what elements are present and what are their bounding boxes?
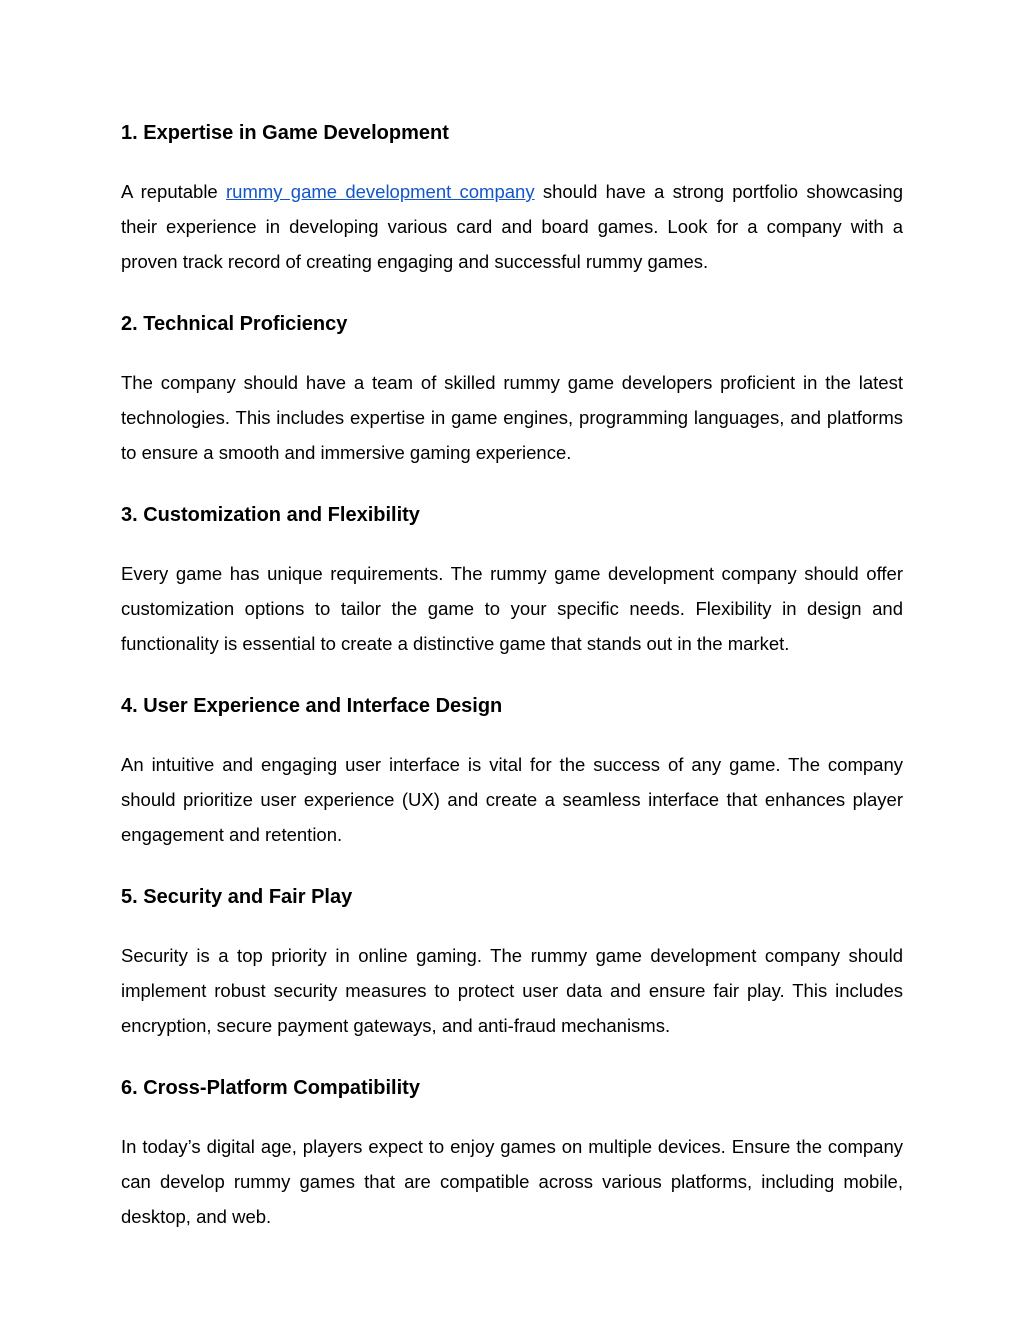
section-body-customization: Every game has unique requirements. The rummy game development company should offer customization options to tailor the game to your specific needs. Flexibility in design and functionality is essential to create a distinctive game that stands out in the market.	[121, 563, 903, 654]
section-body-expertise	[121, 174, 903, 279]
section-heading-user-experience: 4. User Experience and Interface Design	[121, 695, 503, 717]
body-text-before-link: A reputable	[121, 181, 226, 202]
section-heading-technical-proficiency: 2. Technical Proficiency	[121, 313, 348, 335]
section-body-user-experience: An intuitive and engaging user interface is vital for the success of any game. The company should prioritize user experience (UX) and create a seamless interface that enhances player engagement and retention.	[121, 754, 903, 845]
document-page	[121, 113, 903, 1234]
section-body-technical-proficiency: The company should have a team of skilled rummy game developers proficient in the latest technologies. This includes expertise in game engines, programming languages, and platforms to ensure a smooth and immersive gaming experience.	[121, 372, 903, 463]
section-heading-expertise: 1. Expertise in Game Development	[121, 122, 449, 144]
rummy-game-development-company-link[interactable]: rummy game development company	[226, 181, 535, 202]
section-heading-customization: 3. Customization and Flexibility	[121, 504, 420, 526]
body-text-after-link: should have a strong portfolio showcasing their experience in developing various card and board games. Look for a company with a proven track record of creating engaging and successful rummy games.	[121, 181, 903, 272]
section-body-cross-platform: In today’s digital age, players expect to enjoy games on multiple devices. Ensure the company can develop rummy games that are compatible across various platforms, including mobile, desktop, and web.	[121, 1136, 903, 1227]
section-heading-security: 5. Security and Fair Play	[121, 886, 353, 908]
section-body-security: Security is a top priority in online gaming. The rummy game development company should implement robust security measures to protect user data and ensure fair play. This includes encryption, secure payment gateways, and anti-fraud mechanisms.	[121, 945, 903, 1036]
section-heading-cross-platform: 6. Cross-Platform Compatibility	[121, 1077, 420, 1099]
